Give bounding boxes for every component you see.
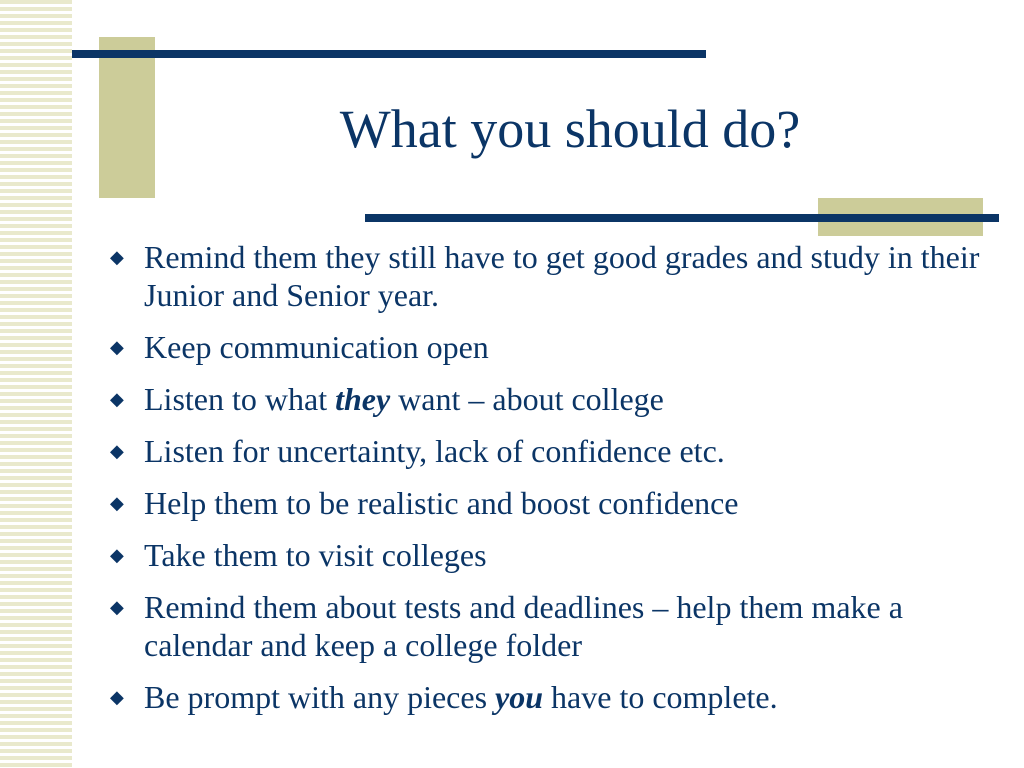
bullet-text-segment: Listen to what [144,381,336,417]
bullet-item [108,588,988,664]
bullet-text [144,679,778,715]
bullet-item [108,484,988,522]
bullet-text-segment: Be prompt with any pieces [144,679,496,715]
diamond-bullet-icon: ◆ [110,389,124,409]
bullet-text [144,381,664,417]
left-stripe-decoration [0,0,72,768]
bullet-text [144,537,487,573]
bullet-item [108,238,988,314]
accent-block-top [99,37,155,198]
bullet-text [144,433,725,469]
diamond-bullet-icon: ◆ [110,545,124,565]
diamond-bullet-icon: ◆ [110,337,124,357]
bullet-text-segment: want – about college [390,381,664,417]
emphasized-text: they [335,381,391,417]
bullet-text [144,485,738,521]
bullet-list [108,238,988,730]
bullet-text-segment: Help them to be realistic and boost confidence [144,485,739,521]
diamond-bullet-icon: ◆ [110,597,124,617]
bullet-text [144,589,903,663]
bullet-item [108,432,988,470]
slide-title: What you should do? [339,99,801,159]
diamond-bullet-icon: ◆ [110,493,124,513]
title-rule-top [72,50,706,58]
diamond-bullet-icon: ◆ [110,441,124,461]
bullet-text-segment: Listen for uncertainty, lack of confidence etc. [144,433,725,469]
emphasized-text: you [495,679,544,715]
bullet-text-segment: Remind them they still have to get good grades and study in their Junior and Senior year. [144,239,980,313]
bullet-text [144,239,979,313]
bullet-item [108,536,988,574]
bullet-text-segment: have to complete. [543,679,778,715]
bullet-text-segment: Take them to visit colleges [144,537,487,573]
diamond-bullet-icon: ◆ [110,247,124,267]
bullet-text-segment: Keep communication open [144,329,489,365]
bullet-text [144,329,489,365]
diamond-bullet-icon: ◆ [110,687,124,707]
bullet-item [108,678,988,716]
bullet-item [108,328,988,366]
bullet-text-segment: Remind them about tests and deadlines – help them make a calendar and keep a college folder [144,589,903,663]
title-rule-bottom [365,214,999,222]
bullet-item [108,380,988,418]
